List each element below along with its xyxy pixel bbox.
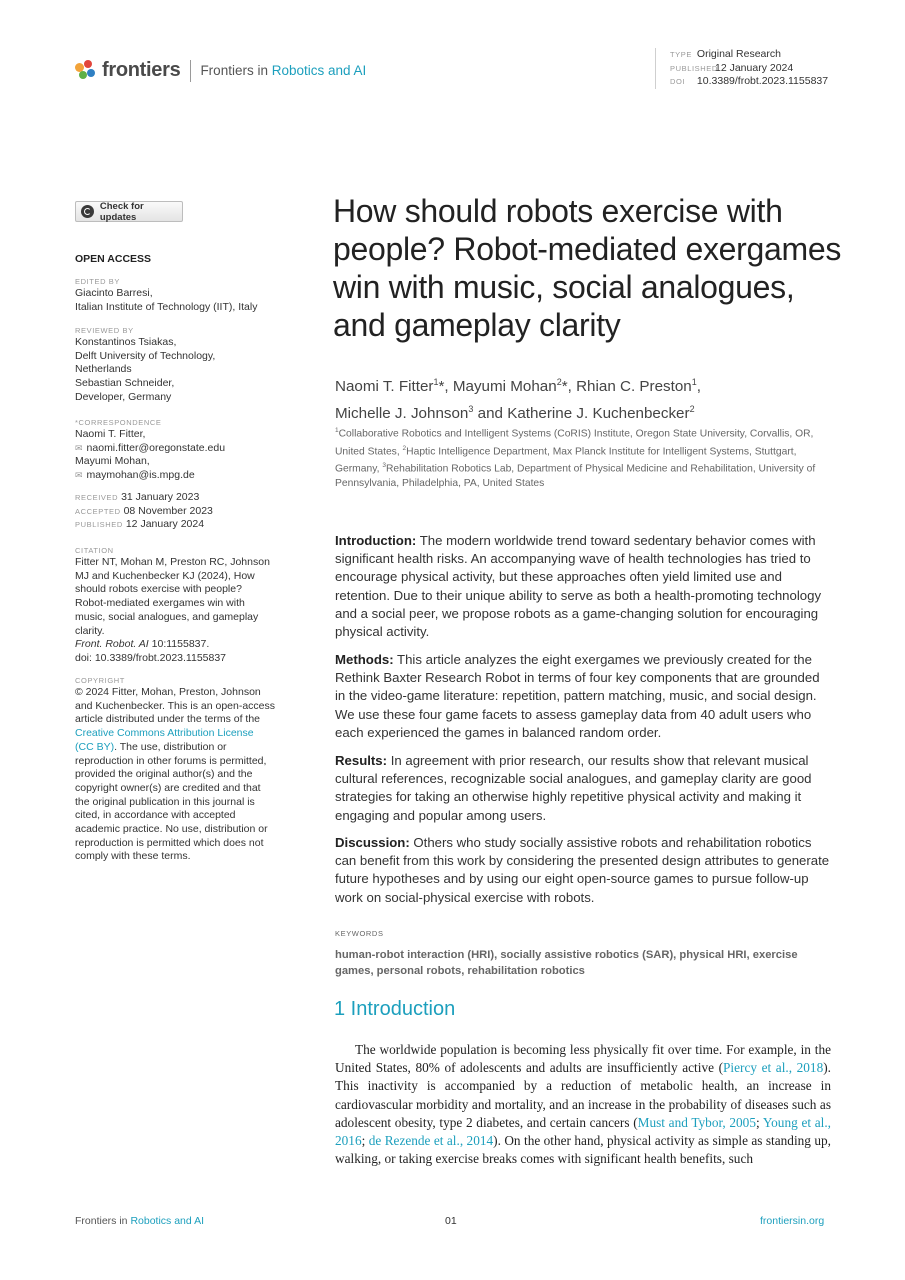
frontiers-logo-mark bbox=[75, 60, 97, 82]
introduction-paragraph: The worldwide population is becoming less physically fit over time. For example, in the United States, 80% of adolescents and adults are insufficiently active (Piercy et al., 2018). This inactivity is accompanied by a reduction of metabolic health, an increase in cardiovascular morbidity and mortality, and an increase in the probability of diseases such as adolescent obesity, type 2 diabetes, and certain cancers (Must and Tybor, 2005; Young et al., 2016; de Rezende et al., 2014). On the other hand, physical activity as simple as standing up, walking, or taking exercise breaks comes with significant health benefits, such bbox=[335, 1042, 831, 1167]
section-heading-introduction: 1 Introduction bbox=[334, 998, 456, 1020]
copyright-section: COPYRIGHT © 2024 Fitter, Mohan, Preston, Johnson and Kuchenbecker. This is an open-access article distributed under the terms of the Creative Commons Attribution License (CC BY). The use, distribution or reproduction in other forums is permitted, provided the original author(s) and the copyright owner(s) are credited and that the original publication in this journal is cited, in accordance with accepted academic practice. No use, distribution or reproduction is permitted which does not comply with these terms. bbox=[75, 676, 276, 863]
brand-name: frontiers bbox=[102, 59, 181, 81]
abstract-methods: Methods: This article analyzes the eight exergames we previously created for the Rethink Baxter Research Robot in terms of four key components that are grounded in the video-game literature: repetition, pattern matching, music, and social design. We use these four game facets to assess gameplay data from 40 adult users who each experienced the games in balanced random order. bbox=[335, 652, 820, 740]
reviewed-by-section: REVIEWED BY Konstantinos Tsiakas, Delft University of Technology, Netherlands Sebastian Schneider, Developer, Germany bbox=[75, 326, 216, 403]
citation-link[interactable]: de Rezende et al., 2014 bbox=[368, 1133, 494, 1149]
page-number: 01 bbox=[445, 1215, 457, 1227]
email-link-2[interactable]: ✉ maymohan@is.mpg.de bbox=[75, 469, 195, 482]
check-for-updates-button[interactable]: Check for updates bbox=[75, 201, 183, 222]
mail-icon: ✉ bbox=[75, 442, 83, 453]
keywords: human-robot interaction (HRI), socially assistive robotics (SAR), physical HRI, exercise games, personal robots, rehabilitation robotics bbox=[335, 949, 798, 977]
meta-type: TYPE Original Research bbox=[670, 48, 781, 60]
meta-published: PUBLISHED12 January 2024 bbox=[670, 61, 794, 74]
affiliations: $^1$Collaborative Robotics and Intelligent Systems (CoRIS) Institute, Oregon State University, Corvallis, OR, United States, $^2$Haptic Intelligence Department, Max Planck Institute for Intelligent Systems, Stuttgart, Germany, $^3$Rehabilitation Robotics Lab, Department of Physical Medicine and Rehabilitation, University of Pennsylvania, Philadelphia, PA, United States bbox=[335, 427, 816, 489]
correspondence-section: *CORRESPONDENCE Naomi T. Fitter, ✉ naomi.fitter@oregonstate.edu Mayumi Mohan, ✉ maymohan@is.mpg.de bbox=[75, 417, 285, 483]
abstract-discussion: Discussion: Others who study socially assistive robots and rehabilitation robotics can benefit from this work by considering the presented design attributes to generate future hypotheses and by using our eight open-source games to pursue follow-up work on social-physical exercise with robots. bbox=[335, 835, 830, 905]
journal-title: Frontiers in Robotics and AI bbox=[200, 63, 367, 78]
footer-site-link[interactable]: frontiersin.org bbox=[760, 1215, 825, 1227]
citation-link[interactable]: Must and Tybor, 2005 bbox=[637, 1114, 756, 1130]
citation-link[interactable]: Piercy et al., 2018 bbox=[723, 1060, 824, 1076]
citation-section: CITATION Fitter NT, Mohan M, Preston RC, Johnson MJ and Kuchenbecker KJ (2024), How should robots exercise with people? Robot-mediated exergames win with music, social analogues, and gameplay clarity. Front. Robot. AI 10:1155837. doi: 10.3389/frobt.2023.1155837 bbox=[75, 546, 270, 664]
refresh-icon bbox=[81, 205, 94, 218]
open-access-label: OPEN ACCESS bbox=[75, 253, 152, 265]
logo-divider bbox=[190, 60, 191, 82]
author-name: Katherine J. Kuchenbecker bbox=[507, 405, 690, 423]
keywords-label: KEYWORDS bbox=[335, 929, 384, 938]
author-list: Naomi T. Fitter$^1$*, Mayumi Mohan$^2$*, Rhian C. Preston$^1$, Michelle J. Johnson$^3$ and Katherine J. Kuchenbecker$^2$ bbox=[335, 377, 701, 423]
email-link-1[interactable]: ✉ naomi.fitter@oregonstate.edu bbox=[75, 441, 226, 454]
edited-by-section: EDITED BY Giacinto Barresi, Italian Institute of Technology (IIT), Italy bbox=[75, 277, 258, 313]
frontiers-logo[interactable] bbox=[75, 59, 366, 82]
cc-by-license-link[interactable]: Creative Commons Attribution License (CC BY) bbox=[75, 727, 254, 753]
abstract-introduction: Introduction: The modern worldwide trend toward sedentary behavior comes with significant health risks. An accompanying wave of health technologies has tried to encourage physical activity, but these approaches often yield limited use and retention. Due to their unique ability to serve as both a health-promoting technology and a social peer, we propose robots as a game-changing solution for encouraging physical activity. bbox=[335, 533, 822, 640]
article-title: How should robots exercise with people? Robot-mediated exergames win with music, social analogues, and gameplay clarity bbox=[333, 193, 842, 343]
citation-link[interactable]: Young et al., 2016 bbox=[335, 1114, 831, 1149]
mail-icon: ✉ bbox=[75, 470, 83, 481]
article-meta bbox=[655, 48, 828, 89]
abstract-results: Results: In agreement with prior research, our results show that relevant musical cultural references, recognizable social analogues, and gameplay clarity are good strategies for taking an otherwise highly repetitive physical activity and making it engaging and popular among users. bbox=[335, 753, 812, 823]
author-name: Naomi T. Fitter bbox=[335, 378, 434, 396]
meta-doi: DOI 10.3389/frobt.2023.1155837 bbox=[670, 75, 829, 87]
author-name: Mayumi Mohan bbox=[452, 378, 557, 396]
author-name: Michelle J. Johnson bbox=[335, 405, 469, 423]
dates-section: RECEIVED 31 January 2023 ACCEPTED 08 November 2023 PUBLISHED 12 January 2024 bbox=[75, 491, 213, 531]
footer-journal: Frontiers in Robotics and AI bbox=[75, 1215, 204, 1227]
author-name: Rhian C. Preston bbox=[576, 378, 692, 396]
